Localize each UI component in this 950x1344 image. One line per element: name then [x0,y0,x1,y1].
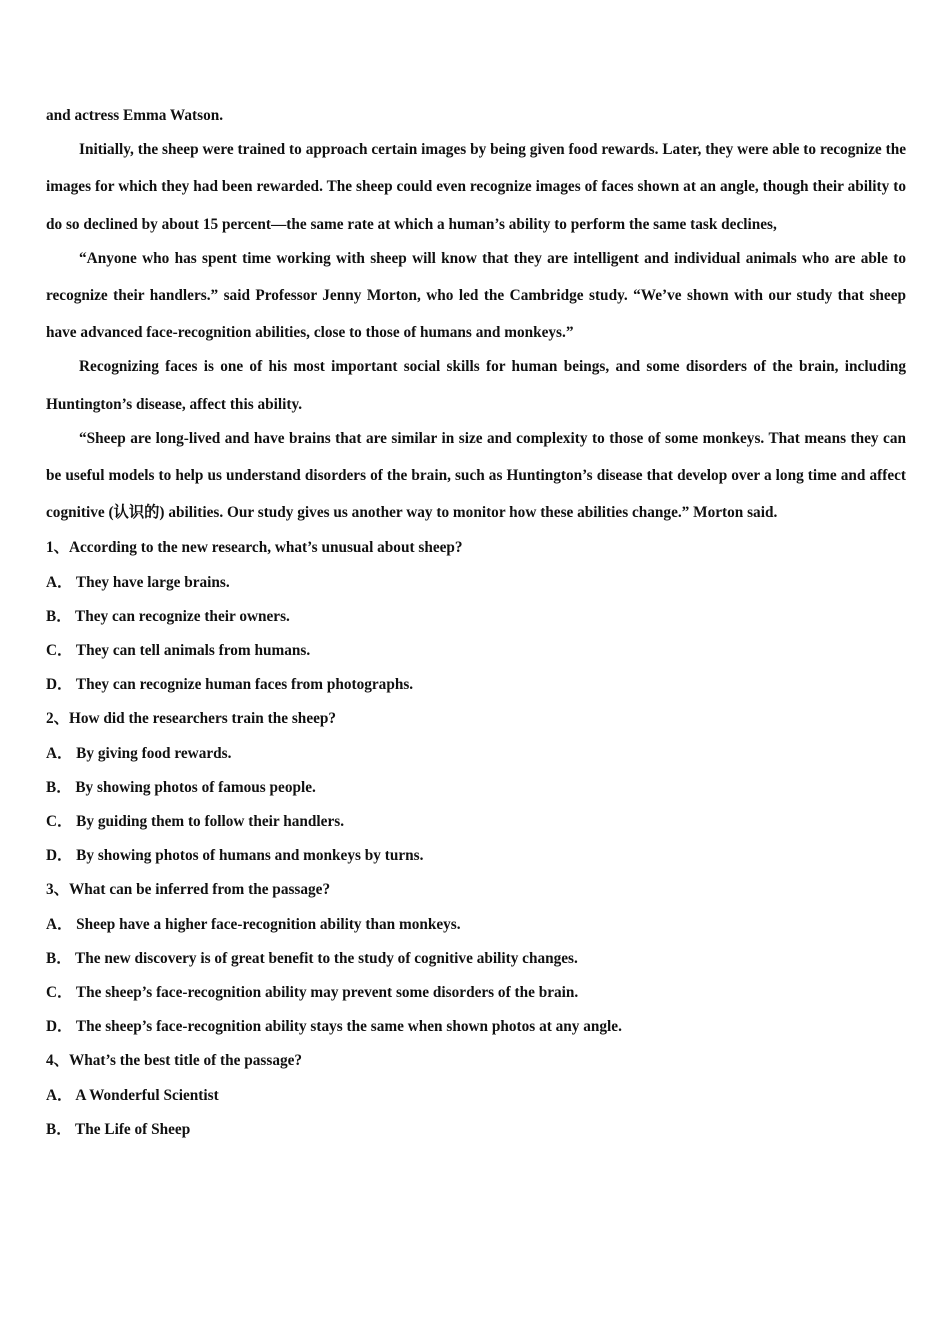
question-3-option-d: D． The sheep’s face-recognition ability stays the same when shown photos at any angle. [46,1018,622,1036]
document-page [46,97,906,1147]
passage-paragraph-3: Recognizing faces is one of his most important social skills for human beings, and some disorders of the brain, including Huntington’s disease, affect this ability. [46,358,906,413]
question-4-stem: 4、What’s the best title of the passage? [46,1052,303,1070]
passage-paragraph-1: Initially, the sheep were trained to approach certain images by being given food rewards. Later, they were able to recognize the images for which they had been rewarded. The sheep could even recognize images of faces shown at an angle, though their ability to do so declined by about 15 percent—the same rate at which a human’s ability to perform the same task declines, [46,141,906,233]
question-1-option-a: A． They have large brains. [46,573,230,591]
passage-paragraph-4: “Sheep are long-lived and have brains that are similar in size and complexity to those of some monkeys. That means they can be useful models to help us understand disorders of the brain, such as Huntington’s disease that develop over a long time and affect cognitive (认识的) abilities. Our study gives us another way to monitor how these abilities change.” Morton said. [46,429,906,522]
question-3-option-c: C． The sheep’s face-recognition ability may prevent some disorders of the brain. [46,984,579,1002]
question-3-option-b: B． The new discovery is of great benefit to the study of cognitive ability changes. [46,949,578,967]
passage-paragraph-0: and actress Emma Watson. [46,107,224,124]
question-list [46,531,906,1147]
question-1-stem: 1、According to the new research, what’s unusual about sheep? [46,539,463,557]
passage-paragraph-2: “Anyone who has spent time working with sheep will know that they are intelligent and individual animals who are able to recognize their handlers.” said Professor Jenny Morton, who led the Cambridge study. “We’ve shown with our study that sheep have advanced face-recognition abilities, close to those of humans and monkeys.” [46,249,906,342]
question-1-option-d: D． They can recognize human faces from photographs. [46,676,414,694]
question-3-stem: 3、What can be inferred from the passage? [46,881,331,899]
question-4-option-a: A． A Wonderful Scientist [46,1086,219,1104]
reading-passage [46,97,906,531]
question-3-option-a: A． Sheep have a higher face-recognition ability than monkeys. [46,915,461,933]
question-1-option-c: C． They can tell animals from humans. [46,642,311,660]
question-4-option-b: B． The Life of Sheep [46,1120,191,1138]
question-2-option-a: A． By giving food rewards. [46,744,232,762]
question-2-option-b: B． By showing photos of famous people. [46,778,316,796]
question-2-option-c: C． By guiding them to follow their handlers. [46,813,345,831]
question-2-option-d: D． By showing photos of humans and monkeys by turns. [46,847,424,865]
question-1-option-b: B． They can recognize their owners. [46,607,290,625]
question-2-stem: 2、How did the researchers train the sheep? [46,710,337,728]
